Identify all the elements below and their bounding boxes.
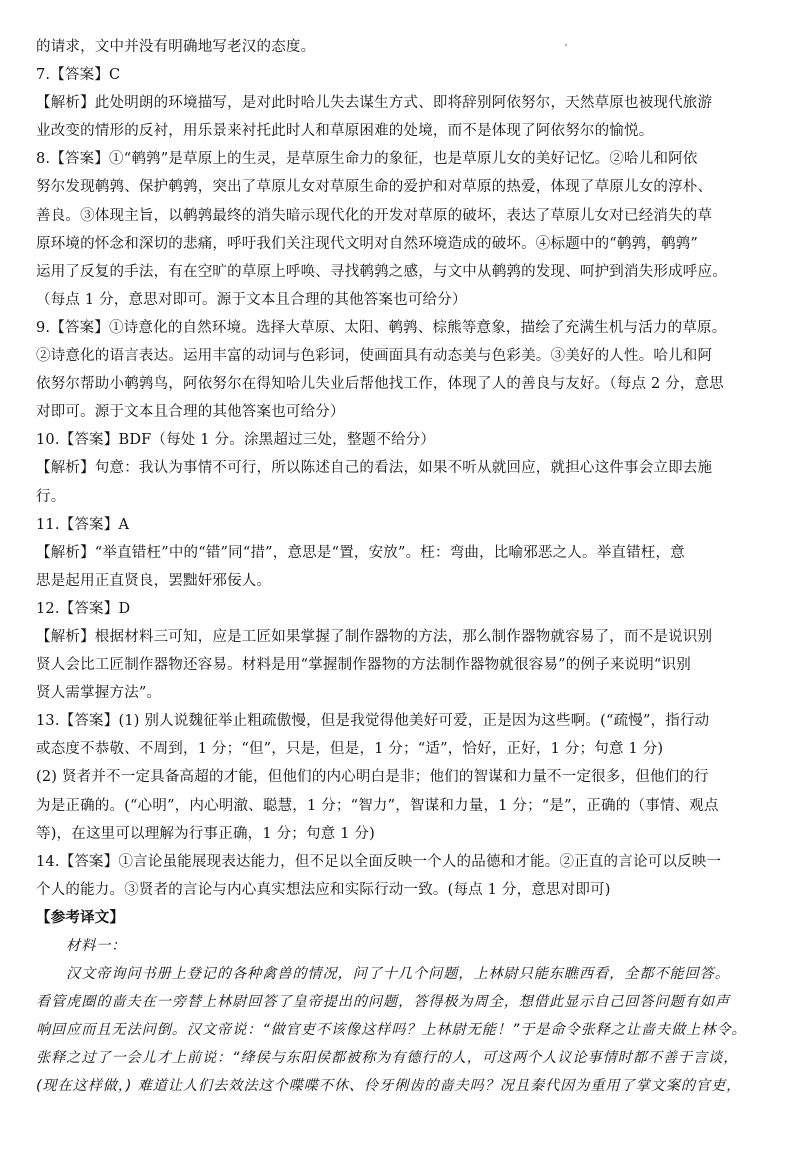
text-line: 【解析】句意：我认为事情不可行，所以陈述自己的看法，如果不听从就回应，就担心这件事会立即去施 (36, 460, 713, 477)
text-line: 贤人需掌握方法”。 (36, 685, 162, 702)
text-line: (2) 贤者并不一定具备高超的才能，但他们的内心明白是非；他们的智谋和力量不一定很多，但他们的行 (36, 769, 709, 786)
translation-line: 汉文帝询问书册上登记的各种禽兽的情况，问了十几个问题，上林尉只能东瞧西看，全都不能回答。 (66, 966, 730, 983)
text-line: 对即可。源于文本且合理的其他答案也可给分） (36, 404, 345, 421)
text-line: 运用了反复的手法，有在空旷的草原上呼唤、寻找鹌鹑之感，与文中从鹌鹑的发现、呵护到消失形成呼应。 (36, 263, 727, 280)
text-line: ②诗意化的语言表达。运用丰富的动词与色彩词，使画面具有动态美与色彩美。③美好的人性。哈儿和阿 (36, 348, 713, 365)
text-line: 思是起用正直贤良，罢黜奸邪佞人。 (36, 572, 272, 589)
translation-line: (现在这样做，) 难道让人们去效法这个喋喋不休、伶牙俐齿的啬夫吗？况且秦代因为重用了掌文案的官吏， (36, 1078, 742, 1095)
text-line: 个人的能力。③贤者的言论与内心真实想法应和实际行动一致。(每点 1 分，意思对即可) (36, 881, 611, 898)
question-12-answer: 12.【答案】D (36, 600, 131, 617)
question-8-answer: 8.【答案】①“鹌鹑”是草原上的生灵，是草原生命力的象征，也是草原儿女的美好记忆。②哈儿和阿依 (36, 151, 698, 168)
text-line: 或态度不恭敬、不周到，1 分；“但”，只是，但是，1 分；“适”，恰好，正好，1 分；句意 1 分) (36, 741, 664, 758)
text-line: 为是正确的。(“心明”，内心明澈、聪慧，1 分；“智力”，智谋和力量，1 分；“是”，正确的（事情、观点 (36, 797, 719, 814)
question-11-answer: 11.【答案】A (36, 516, 130, 533)
text-line: 业改变的情形的反衬，用乐景来衬托此时人和草原困难的处境，而不是体现了阿依努尔的愉悦。 (36, 123, 654, 140)
text-line: 努尔发现鹌鹑、保护鹌鹑，突出了草原儿女对草原生命的爱护和对草原的热爱，体现了草原儿女的淳朴、 (36, 179, 713, 196)
translation-material-label: 材料一： (66, 938, 127, 954)
text-line: 【解析】此处明朗的环境描写，是对此时哈儿失去谋生方式、即将辞别阿依努尔，天然草原也被现代旅游 (36, 95, 713, 112)
translation-line: 看管虎圈的啬夫在一旁替上林尉回答了皇帝提出的问题，答得极为周全，想借此显示自己回答问题有如声 (36, 994, 731, 1011)
question-14-answer: 14.【答案】①言论虽能展现表达能力，但不足以全面反映一个人的品德和才能。②正直的言论可以反映一 (36, 853, 722, 870)
question-10-answer: 10.【答案】BDF（每处 1 分。涂黑超过三处，整题不给分） (36, 432, 436, 449)
text-line: 善良。③体现主旨，以鹌鹑最终的消失暗示现代化的开发对草原的破坏，表达了草原儿女对已经消失的草 (36, 207, 713, 224)
text-line: 行。 (36, 488, 66, 505)
text-line: 等)，在这里可以理解为行事正确，1 分；句意 1 分) (36, 825, 375, 842)
question-9-answer: 9.【答案】①诗意化的自然环境。选择大草原、太阳、鹌鹑、棕熊等意象，描绘了充满生机与活力的草原。 (36, 319, 727, 336)
answer-document (36, 33, 774, 1101)
text-line: （每点 1 分，意思对即可。源于文本且合理的其他答案也可给分） (36, 291, 467, 308)
text-line: 依努尔帮助小鹌鹑鸟，阿依努尔在得知哈儿失业后帮他找工作，体现了人的善良与友好。（每点 2 分，意思 (36, 376, 724, 393)
question-13-answer: 13.【答案】(1) 别人说魏征举止粗疏傲慢，但是我觉得他美好可爱，正是因为这些啊。(“疏慢”，指行动 (36, 713, 710, 730)
text-line: 【解析】“举直错枉”中的“错”同“措”，意思是“置，安放”。枉：弯曲，比喻邪恶之人。举直错枉，意 (36, 544, 685, 561)
text-line: 的请求，文中并没有明确地写老汉的态度。 (36, 39, 316, 55)
translation-heading: 【参考译文】 (36, 908, 125, 926)
text-line: 【解析】根据材料三可知，应是工匠如果掌握了制作器物的方法，那么制作器物就容易了，而不是说识别 (36, 628, 713, 645)
text-line: 贤人会比工匠制作器物还容易。材料是用“掌握制作器物的方法制作器物就很容易”的例子来说明“识别 (36, 657, 691, 674)
translation-line: 响回应而且无法问倒。汉文帝说：“做官吏不该像这样吗？上林尉无能！”于是命令张释之让啬夫做上林令。 (36, 1022, 747, 1039)
question-7-answer: 7.【答案】C (36, 67, 121, 84)
translation-line: 张释之过了一会儿才上前说：“绛侯与东阳侯都被称为有德行的人，可这两个人议论事情时都不善于言谈， (36, 1050, 739, 1067)
text-line: 原环境的怀念和深切的悲痛，呼吁我们关注现代文明对自然环境造成的破坏。④标题中的“鹌鹑，鹌鹑” (36, 235, 699, 252)
